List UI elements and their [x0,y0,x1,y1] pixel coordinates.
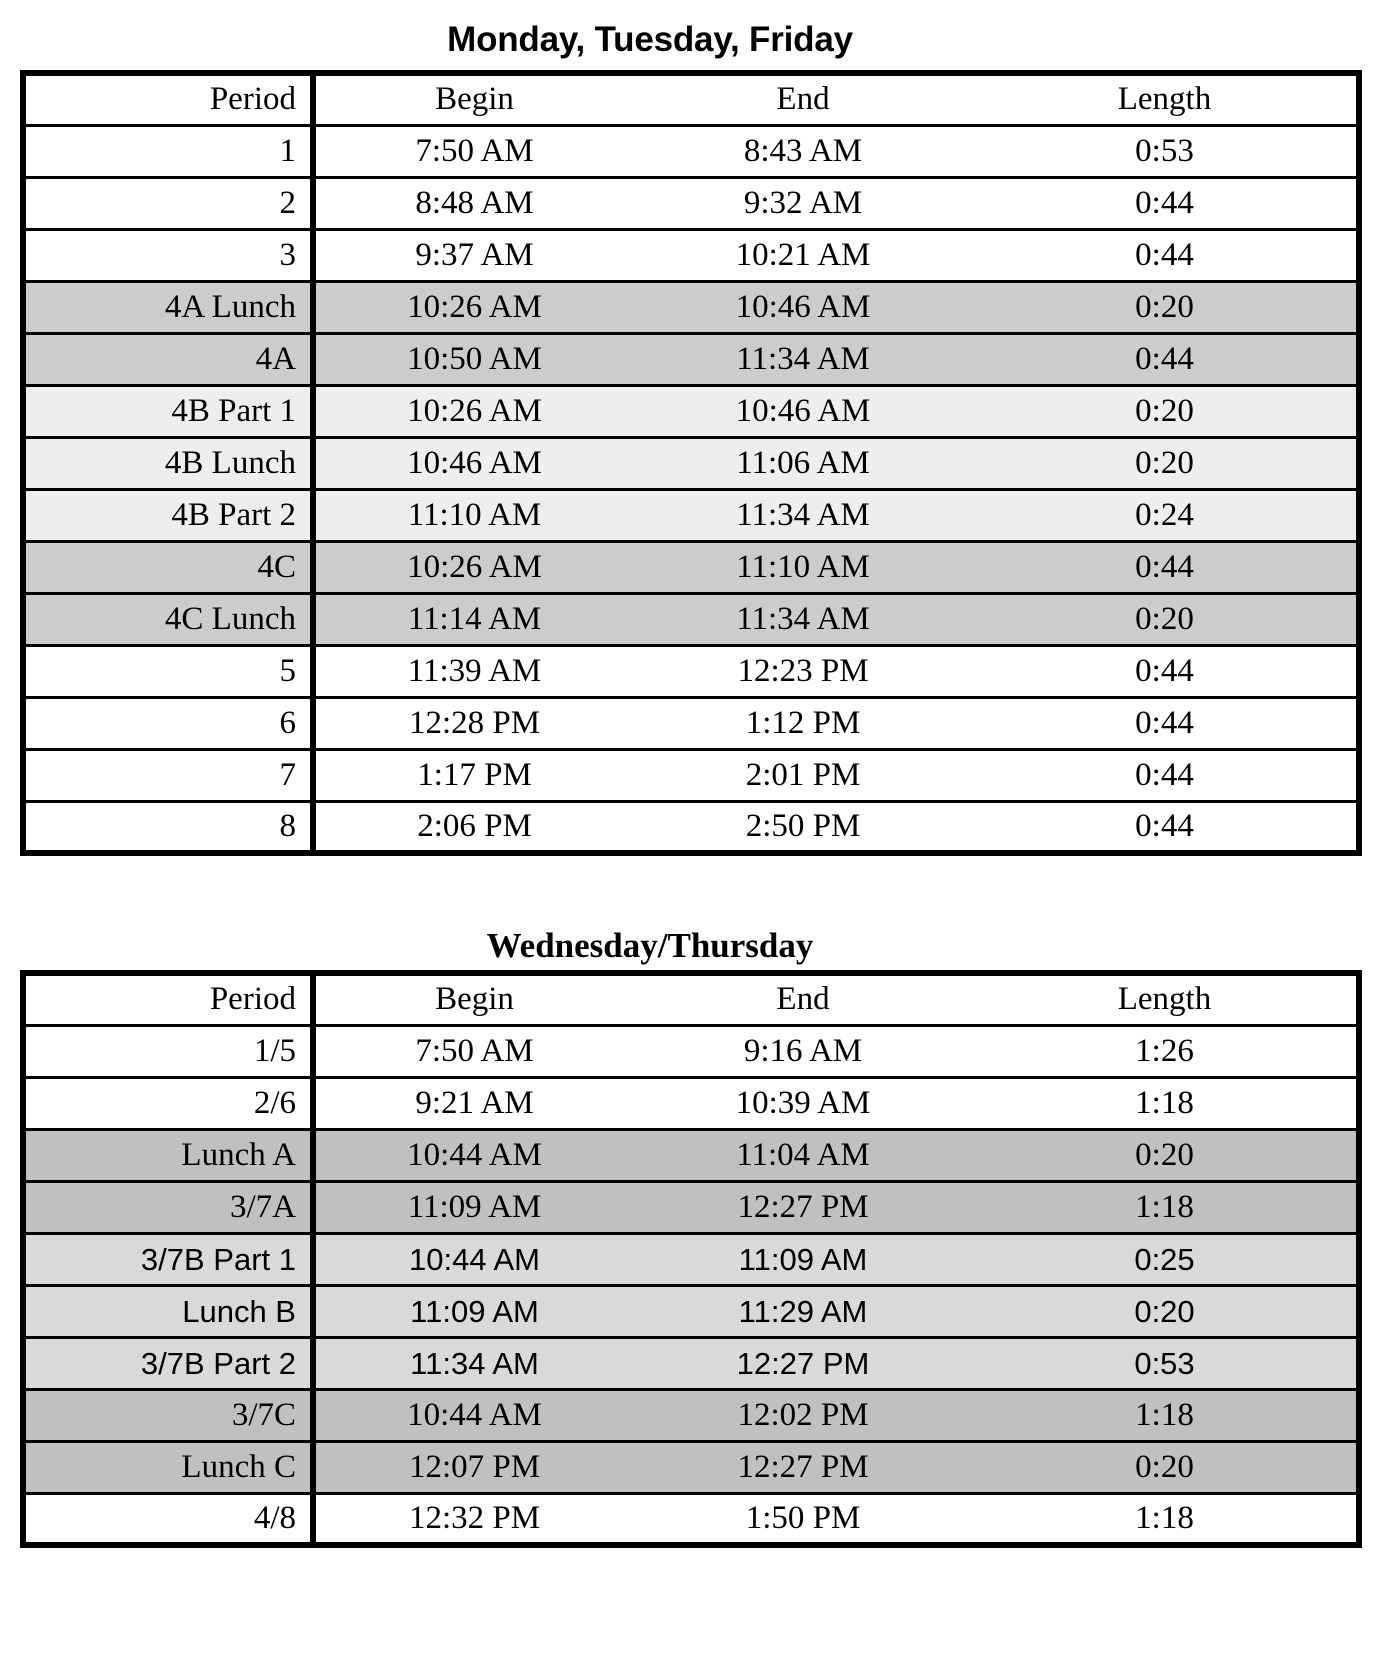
cell-length: 0:20 [973,1285,1359,1337]
column-header-begin: Begin [313,973,633,1025]
cell-begin: 10:26 AM [313,281,633,333]
cell-period: 4A [23,333,313,385]
cell-length: 0:20 [973,385,1359,437]
cell-length: 0:20 [973,593,1359,645]
column-header-end: End [633,73,973,125]
cell-end: 11:29 AM [633,1285,973,1337]
cell-length: 0:44 [973,801,1359,853]
cell-begin: 10:26 AM [313,385,633,437]
table-title-wednesday-thursday: Wednesday/Thursday [486,926,814,965]
column-header-begin: Begin [313,73,633,125]
table-row [23,281,1359,333]
cell-length: 0:20 [973,437,1359,489]
cell-length: 1:18 [973,1389,1359,1441]
table-body-mtf [23,125,1359,853]
cell-period: 4B Part 2 [23,489,313,541]
table-row [23,749,1359,801]
cell-end: 1:12 PM [633,697,973,749]
cell-end: 10:46 AM [633,385,973,437]
cell-period: 8 [23,801,313,853]
table-row [23,541,1359,593]
cell-length: 0:44 [973,177,1359,229]
cell-begin: 10:46 AM [313,437,633,489]
cell-begin: 8:48 AM [313,177,633,229]
cell-period: 4C [23,541,313,593]
cell-length: 1:26 [973,1025,1359,1077]
table-row [23,177,1359,229]
column-header-period: Period [23,73,313,125]
cell-end: 11:04 AM [633,1129,973,1181]
cell-length: 1:18 [973,1493,1359,1545]
cell-period: 2 [23,177,313,229]
table-title-monday-tuesday-friday: Monday, Tuesday, Friday [447,20,853,59]
cell-begin: 11:09 AM [313,1285,633,1337]
header-row [23,973,1359,1025]
table-header-wt [23,973,1359,1025]
cell-period: Lunch B [23,1285,313,1337]
cell-begin: 11:14 AM [313,593,633,645]
cell-begin: 10:26 AM [313,541,633,593]
cell-end: 12:02 PM [633,1389,973,1441]
table-row [23,125,1359,177]
cell-end: 11:10 AM [633,541,973,593]
column-header-end: End [633,973,973,1025]
table-row [23,697,1359,749]
table-row [23,1129,1359,1181]
column-header-length: Length [973,973,1359,1025]
cell-period: 1 [23,125,313,177]
cell-period: 4/8 [23,1493,313,1545]
cell-period: 4C Lunch [23,593,313,645]
cell-length: 1:18 [973,1181,1359,1233]
cell-length: 1:18 [973,1077,1359,1129]
cell-period: Lunch C [23,1441,313,1493]
cell-end: 10:21 AM [633,229,973,281]
table-row [23,1025,1359,1077]
cell-period: Lunch A [23,1129,313,1181]
cell-end: 11:34 AM [633,333,973,385]
cell-end: 1:50 PM [633,1493,973,1545]
cell-end: 11:06 AM [633,437,973,489]
table-row [23,1493,1359,1545]
cell-period: 5 [23,645,313,697]
cell-length: 0:53 [973,125,1359,177]
cell-period: 3 [23,229,313,281]
cell-period: 6 [23,697,313,749]
cell-length: 0:44 [973,541,1359,593]
cell-end: 9:32 AM [633,177,973,229]
cell-period: 4A Lunch [23,281,313,333]
cell-end: 10:46 AM [633,281,973,333]
table-row [23,1441,1359,1493]
table-row [23,1285,1359,1337]
cell-period: 3/7A [23,1181,313,1233]
cell-period: 7 [23,749,313,801]
cell-begin: 9:37 AM [313,229,633,281]
cell-length: 0:20 [973,1441,1359,1493]
cell-end: 11:34 AM [633,489,973,541]
cell-end: 2:01 PM [633,749,973,801]
table-row [23,593,1359,645]
cell-begin: 1:17 PM [313,749,633,801]
table-row [23,1389,1359,1441]
table-row [23,489,1359,541]
cell-length: 0:20 [973,1129,1359,1181]
cell-end: 9:16 AM [633,1025,973,1077]
cell-begin: 12:28 PM [313,697,633,749]
cell-begin: 11:10 AM [313,489,633,541]
cell-begin: 11:09 AM [313,1181,633,1233]
header-row [23,73,1359,125]
table-row [23,1181,1359,1233]
cell-end: 12:27 PM [633,1181,973,1233]
cell-period: 2/6 [23,1077,313,1129]
cell-end: 12:27 PM [633,1337,973,1389]
cell-period: 1/5 [23,1025,313,1077]
cell-end: 2:50 PM [633,801,973,853]
cell-begin: 10:44 AM [313,1233,633,1285]
cell-end: 12:23 PM [633,645,973,697]
cell-period: 4B Part 1 [23,385,313,437]
cell-begin: 10:44 AM [313,1129,633,1181]
cell-end: 12:27 PM [633,1441,973,1493]
cell-length: 0:25 [973,1233,1359,1285]
table-row [23,1337,1359,1389]
cell-length: 0:44 [973,697,1359,749]
table-row [23,437,1359,489]
cell-end: 11:34 AM [633,593,973,645]
bell-schedule-table-wednesday-thursday [20,970,1362,1548]
table-row [23,229,1359,281]
table-row [23,1233,1359,1285]
cell-end: 10:39 AM [633,1077,973,1129]
column-header-length: Length [973,73,1359,125]
cell-begin: 12:32 PM [313,1493,633,1545]
cell-begin: 9:21 AM [313,1077,633,1129]
cell-period: 3/7B Part 1 [23,1233,313,1285]
cell-length: 0:44 [973,229,1359,281]
cell-begin: 2:06 PM [313,801,633,853]
cell-end: 11:09 AM [633,1233,973,1285]
cell-period: 4B Lunch [23,437,313,489]
cell-period: 3/7B Part 2 [23,1337,313,1389]
table-row [23,645,1359,697]
cell-length: 0:53 [973,1337,1359,1389]
table-row [23,801,1359,853]
cell-begin: 11:34 AM [313,1337,633,1389]
cell-begin: 11:39 AM [313,645,633,697]
table-row [23,385,1359,437]
cell-begin: 12:07 PM [313,1441,633,1493]
cell-begin: 10:50 AM [313,333,633,385]
cell-end: 8:43 AM [633,125,973,177]
table-body-wt [23,1025,1359,1545]
table-row [23,333,1359,385]
bell-schedule-table-monday-tuesday-friday [20,70,1362,856]
cell-begin: 7:50 AM [313,125,633,177]
cell-length: 0:24 [973,489,1359,541]
cell-length: 0:44 [973,749,1359,801]
cell-begin: 10:44 AM [313,1389,633,1441]
cell-length: 0:44 [973,645,1359,697]
table-row [23,1077,1359,1129]
cell-begin: 7:50 AM [313,1025,633,1077]
table-header-mtf [23,73,1359,125]
column-header-period: Period [23,973,313,1025]
cell-length: 0:44 [973,333,1359,385]
cell-period: 3/7C [23,1389,313,1441]
cell-length: 0:20 [973,281,1359,333]
